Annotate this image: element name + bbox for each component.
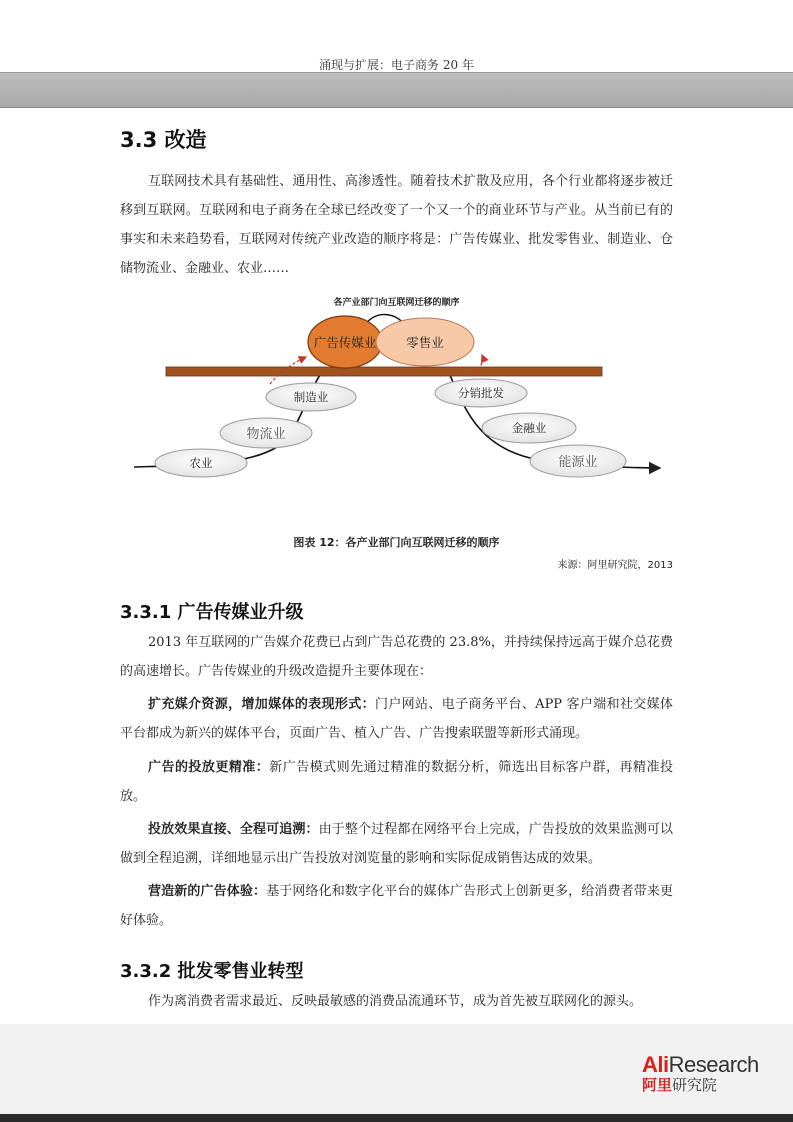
logistics-label: 物流业 <box>246 427 286 442</box>
sub2-intro: 作为离消费者需求最近、反映最敏感的消费品流通环节，成为首先被互联网化的源头。 <box>148 994 643 1009</box>
sub1-intro: 2013 年互联网的广告媒介花费已占到广告总花费的 23.8%，并持续保持远高于媒介总花费的高速增长。广告传媒业的升级改造提升主要体现在： <box>120 635 673 679</box>
migration-diagram <box>120 300 673 490</box>
item-label: 扩充媒介资源，增加媒体的表现形式： <box>148 697 375 712</box>
header-band <box>0 72 793 108</box>
section-intro: 互联网技术具有基础性、通用性、高渗透性。随着技术扩散及应用，各个行业都将逐步被迁移到互联网。互联网和电子商务在全球已经改变了一个又一个的商业环节与产业。从当前已有的事实和未来趋势看，互联网对传统产业改造的顺序将是：广告传媒业、批发零售业、制造业、仓储物流业、金融业、农业…… <box>120 174 673 276</box>
distribution-label: 分销批发 <box>458 386 504 400</box>
item-label: 投放效果直接、全程可追溯： <box>148 822 319 837</box>
figure-caption: 图表 12：各产业部门向互联网迁移的顺序 <box>293 536 500 549</box>
advertising-label: 广告传媒业 <box>313 335 377 350</box>
logo-ali: Ali <box>642 1052 669 1077</box>
sub1-item <box>120 690 673 748</box>
item-text: 由于整个过程都在网络平台上完成，广告投放的效果监测可以做到全程追溯，详细地显示出广告投放对浏览量的影响和实际促成销售达成的效果。 <box>120 822 673 866</box>
logo-cn-red: 阿里 <box>642 1077 673 1094</box>
agriculture-label: 农业 <box>189 456 213 470</box>
sub1-item <box>120 815 673 873</box>
finance-label: 金融业 <box>511 421 547 435</box>
alirsearch-logo <box>642 1052 759 1095</box>
retail-label: 零售业 <box>406 335 444 350</box>
sub1-heading: 3.3.1 广告传媒业升级 <box>120 602 304 623</box>
figure-title: 各产业部门向互联网迁移的顺序 <box>333 298 460 308</box>
sub1-item <box>120 753 673 811</box>
item-text: 基于网络化和数字化平台的媒体广告形式上创新更多，给消费者带来更好体验。 <box>120 884 673 928</box>
energy-label: 能源业 <box>558 455 598 470</box>
footer-bar <box>0 1114 793 1122</box>
header-title: 涌现与扩展：电子商务 20 年 <box>319 58 474 72</box>
manufacturing-label: 制造业 <box>293 390 329 404</box>
internet-bar <box>166 367 602 376</box>
sub2-heading: 3.3.2 批发零售业转型 <box>120 961 304 982</box>
sub1-item <box>120 877 673 935</box>
section-heading: 3.3 改造 <box>120 128 207 152</box>
item-label: 营造新的广告体验： <box>148 884 267 899</box>
item-label: 广告的投放更精准： <box>148 760 270 775</box>
item-text: 门户网站、电子商务平台、APP 客户端和社交媒体平台都成为新兴的媒体平台，页面广告、植入广告、广告搜索联盟等新形式涌现。 <box>120 697 673 741</box>
logo-cn: 研究院 <box>672 1077 718 1094</box>
item-text: 新广告模式则先通过精准的数据分析，筛选出目标客户群，再精准投放。 <box>120 760 673 804</box>
figure-source: 来源：阿里研究院，2013 <box>557 560 673 571</box>
logo-research: Research <box>668 1052 759 1077</box>
